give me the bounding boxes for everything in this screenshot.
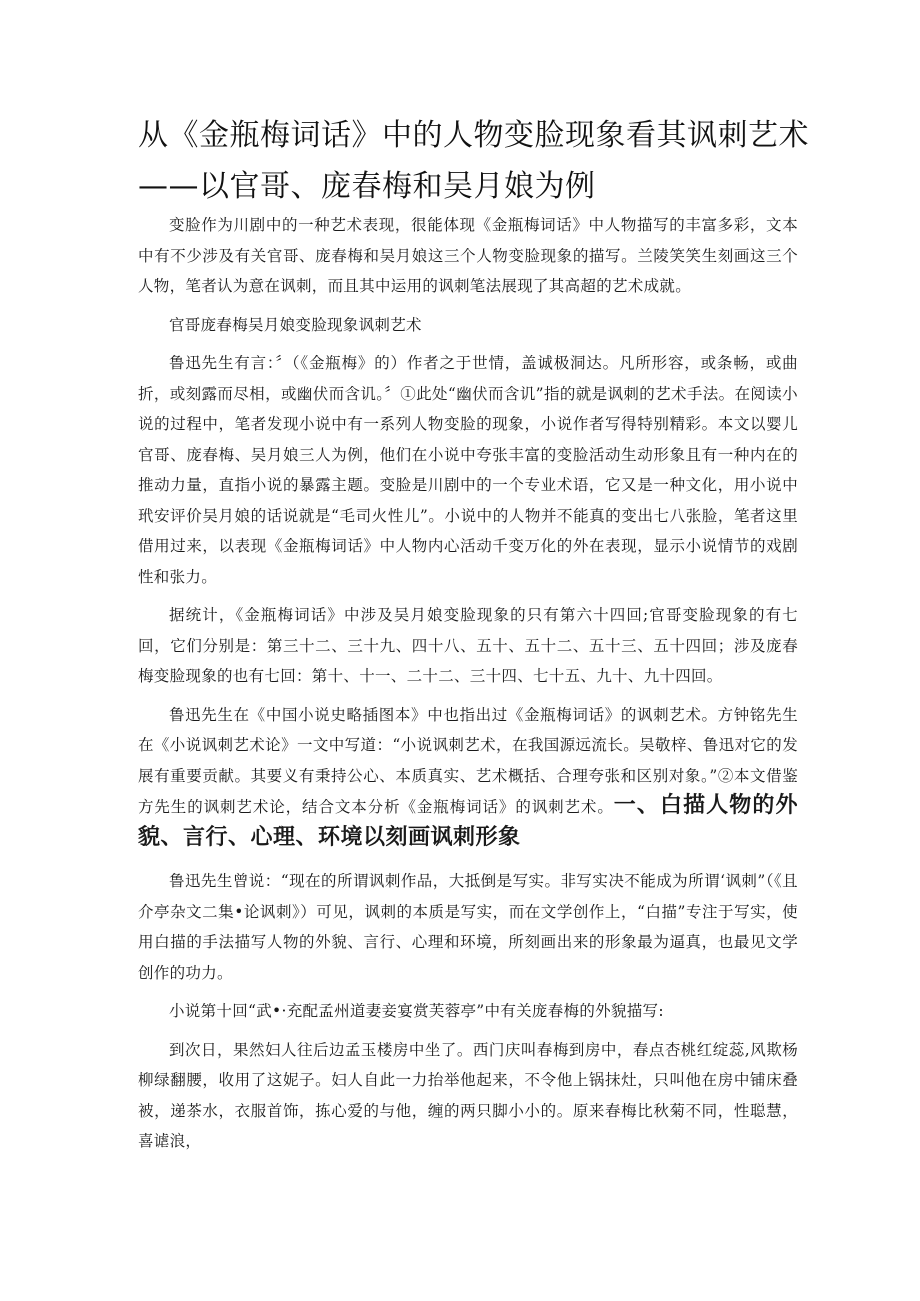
paragraph-statistics: 据统计，《金瓶梅词话》中涉及吴月娘变脸现象的只有第六十四回;官哥变脸现象的有七回，它们分别是：第三十二、三十九、四十八、五十、五十二、五十三、五十四回；涉及庞春梅变脸现象的也有七回：第十、十一、二十二、三十四、七十五、九十、九十四回。 bbox=[138, 606, 798, 685]
title-line-2: ——以官哥、庞春梅和吴月娘为例 bbox=[138, 169, 596, 204]
section-1-heading: 一、白描人物的外貌、言行、心理、环境以刻画讽刺形象 bbox=[138, 793, 798, 850]
paragraph-realism: 鲁迅先生曾说：“现在的所谓讽刺作品，大抵倒是写实。非写实决不能成为所谓‘讽刺”（《且介亭杂文二集•论讽刺》）可见，讽刺的本质是写实，而在文学创作上，“白描”专注于写实，使用白描的手法描写人物的外貌、言行、心理和环境，所刻画出来的形象最为逼真，也最见文学创作的功力。 bbox=[138, 872, 798, 982]
title-line-1: 从《金瓶梅词话》中的人物变脸现象看其讽刺艺术 bbox=[138, 118, 809, 153]
paragraph-luxun-quote: 鲁迅先生有言：〞（《金瓶梅》的）作者之于世情，盖诚极洞达。凡所形容，或条畅，或曲折，或刻露而尽相，或幽伏而含讥。〞①此处“幽伏而含讥”指的就是讽刺的艺术手法。在阅读小说的过程中，笔者发现小说中有一系列人物变脸的现象，小说作者写得特别精彩。本文以婴儿官哥、庞春梅、吴月娘三人为例，他们在小说中夸张丰富的变脸活动生动形象且有一种内在的推动力量，直指小说的暴露主题。变脸是川剧中的一个专业术语，它又是一种文化，用小说中玳安评价吴月娘的话说就是“毛司火性儿”。小说中的人物并不能真的变出七八张脸，笔者这里借用过来，以表现《金瓶梅词话》中人物内心活动千变万化的外在表现，显示小说情节的戏剧性和张力。 bbox=[138, 354, 798, 586]
paragraph-satire-theory bbox=[138, 700, 798, 855]
paragraph-chapter-ten: 小说第十回“武•·充配孟州道妻妾宴赏芙蓉亭”中有关庞春梅的外貌描写: bbox=[169, 1002, 664, 1020]
paragraph-intro: 变脸作为川剧中的一种艺术表现，很能体现《金瓶梅词话》中人物描写的丰富多彩，文本中有不少涉及有关官哥、庞春梅和吴月娘这三个人物变脸现象的描写。兰陵笑笑生刻画这三个人物，笔者认为意在讽刺，而且其中运用的讽刺笔法展现了其高超的艺术成就。 bbox=[138, 216, 798, 295]
keywords-line: 官哥庞春梅吴月娘变脸现象讽刺艺术 bbox=[169, 315, 422, 334]
paragraph-quotation: 到次日，果然妇人往后边孟玉楼房中坐了。西门庆叫春梅到房中，春点杏桃红绽蕊,风欺杨柳绿翻腰，收用了这妮子。妇人自此一力抬举他起来，不令他上锅抹灶，只叫他在房中铺床叠被，递茶水，衣服首饰，拣心爱的与他，缠的两只脚小小的。原来春梅比秋菊不同，性聪慧，喜谑浪， bbox=[138, 1040, 798, 1150]
article-body bbox=[138, 210, 798, 1165]
paragraph-satire-theory-text: 鲁迅先生在《中国小说史略插图本》中也指出过《金瓶梅词话》的讽刺艺术。方钟铭先生在《小说讽刺艺术论》一文中写道：“小说讽刺艺术，在我国源远流长。吴敬梓、鲁迅对它的发展有重要贡献。其要义有秉持公心、本质真实、艺术概括、合理夸张和区别对象。”②本文借鉴方先生的讽刺艺术论，结合文本分析《金瓶梅词话》的讽刺艺术。 bbox=[138, 705, 798, 816]
